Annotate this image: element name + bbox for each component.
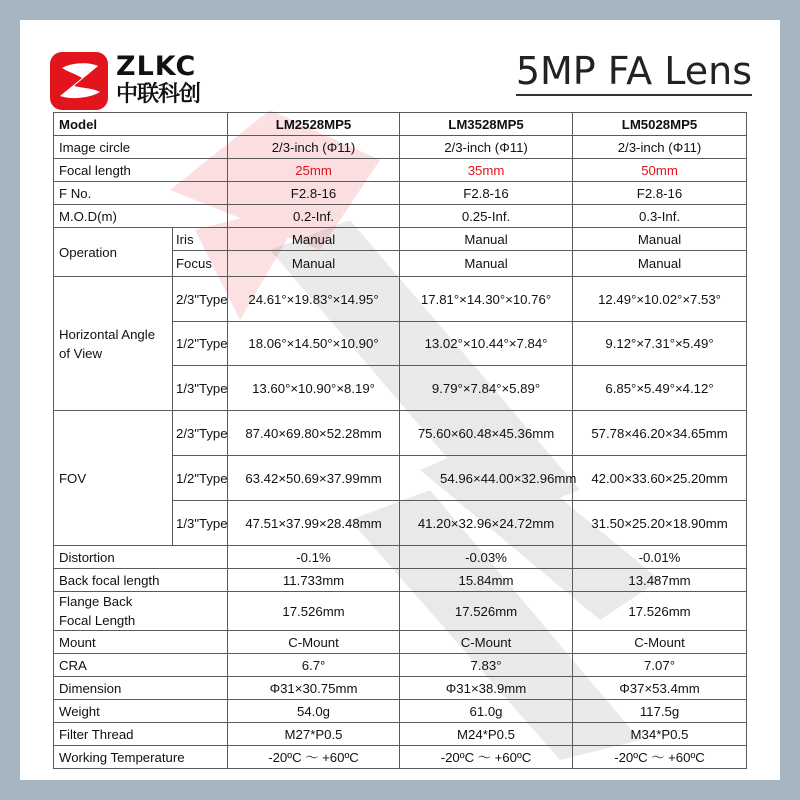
spec-table	[53, 112, 747, 769]
sub-label: 2/3"Type	[173, 277, 228, 322]
cell-value: Φ31×38.9mm	[400, 677, 573, 700]
cell-value: 35mm	[400, 159, 573, 182]
cell-value: C-Mount	[400, 631, 573, 654]
row-label: Working Temperature	[54, 746, 228, 769]
cell-value: C-Mount	[228, 631, 400, 654]
cell-value: 75.60×60.48×45.36mm	[400, 411, 573, 456]
cell-value: 13.60°×10.90°×8.19°	[228, 366, 400, 411]
row-label: Model	[54, 113, 228, 136]
cell-value: -20ºC ～ +60ºC	[228, 746, 400, 769]
cell-value: 6.85°×5.49°×4.12°	[573, 366, 747, 411]
row-label: Focal length	[54, 159, 228, 182]
page-title: 5MP FA Lens	[516, 48, 752, 96]
sub-label: 1/2"Type	[173, 322, 228, 366]
row-label: Dimension	[54, 677, 228, 700]
cell-value: 54.0g	[228, 700, 400, 723]
cell-value: 0.2-Inf.	[228, 205, 400, 228]
cell-value: Manual	[400, 228, 573, 251]
cell-value: 17.526mm	[573, 592, 747, 631]
cell-value: 2/3-inch (Φ11)	[573, 136, 747, 159]
table-row-aov-2-3	[54, 277, 747, 322]
cell-value: 2/3-inch (Φ11)	[400, 136, 573, 159]
cell-value: 31.50×25.20×18.90mm	[573, 501, 747, 546]
table-row-filter-thread	[54, 723, 747, 746]
cell-value: 6.7°	[228, 654, 400, 677]
brand-name-cn: 中联科创	[116, 82, 201, 107]
table-row-dimension	[54, 677, 747, 700]
cell-value: 50mm	[573, 159, 747, 182]
table-row-flange-back	[54, 592, 747, 631]
row-label: Filter Thread	[54, 723, 228, 746]
cell-value: M24*P0.5	[400, 723, 573, 746]
cell-value: 7.83°	[400, 654, 573, 677]
cell-value: 12.49°×10.02°×7.53°	[573, 277, 747, 322]
row-label: Operation	[54, 228, 173, 277]
cell-value: 117.5g	[573, 700, 747, 723]
row-label: Back focal length	[54, 569, 228, 592]
model-name: LM5028MP5	[573, 113, 747, 136]
cell-value: F2.8-16	[228, 182, 400, 205]
row-label: Horizontal Angle of View	[54, 277, 173, 411]
cell-value: Manual	[573, 251, 747, 277]
cell-value: Manual	[400, 251, 573, 277]
table-row-fov-2-3	[54, 411, 747, 456]
cell-value: 18.06°×14.50°×10.90°	[228, 322, 400, 366]
row-label: F No.	[54, 182, 228, 205]
table-row-operation-iris	[54, 228, 747, 251]
cell-value: Φ37×53.4mm	[573, 677, 747, 700]
cell-value: -0.01%	[573, 546, 747, 569]
sub-label: 1/3"Type	[173, 366, 228, 411]
cell-value: C-Mount	[573, 631, 747, 654]
brand-name-en: ZLKC	[116, 51, 197, 82]
sub-label: 1/2"Type	[173, 456, 228, 501]
table-row-distortion	[54, 546, 747, 569]
cell-value: 7.07°	[573, 654, 747, 677]
row-label: FOV	[54, 411, 173, 546]
table-row-working-temperature	[54, 746, 747, 769]
cell-value: 17.526mm	[400, 592, 573, 631]
cell-value: 87.40×69.80×52.28mm	[228, 411, 400, 456]
cell-value: 9.12°×7.31°×5.49°	[573, 322, 747, 366]
sub-label: 2/3"Type	[173, 411, 228, 456]
table-row-cra	[54, 654, 747, 677]
sub-label: Focus	[173, 251, 228, 277]
model-name: LM2528MP5	[228, 113, 400, 136]
sub-label: 1/3"Type	[173, 501, 228, 546]
cell-value: 9.79°×7.84°×5.89°	[400, 366, 573, 411]
cell-value: 17.81°×14.30°×10.76°	[400, 277, 573, 322]
table-row-model	[54, 113, 747, 136]
cell-value: 11.733mm	[228, 569, 400, 592]
cell-value: 2/3-inch (Φ11)	[228, 136, 400, 159]
cell-value: Manual	[573, 228, 747, 251]
table-row-weight	[54, 700, 747, 723]
cell-value: 25mm	[228, 159, 400, 182]
cell-value: 41.20×32.96×24.72mm	[400, 501, 573, 546]
row-label: Distortion	[54, 546, 228, 569]
row-label: Image circle	[54, 136, 228, 159]
table-row-back-focal-length	[54, 569, 747, 592]
cell-value: 42.00×33.60×25.20mm	[573, 456, 747, 501]
cell-value: 0.25-Inf.	[400, 205, 573, 228]
cell-value: 13.487mm	[573, 569, 747, 592]
row-label: Weight	[54, 700, 228, 723]
cell-value: Manual	[228, 251, 400, 277]
cell-value: 57.78×46.20×34.65mm	[573, 411, 747, 456]
cell-value: 24.61°×19.83°×14.95°	[228, 277, 400, 322]
cell-value: 54.96×44.00×32.96mm	[400, 456, 573, 501]
cell-value: -0.1%	[228, 546, 400, 569]
cell-value: Manual	[228, 228, 400, 251]
cell-value: -20ºC ～ +60ºC	[573, 746, 747, 769]
row-label: Mount	[54, 631, 228, 654]
cell-value: Φ31×30.75mm	[228, 677, 400, 700]
table-row-image-circle	[54, 136, 747, 159]
model-name: LM3528MP5	[400, 113, 573, 136]
cell-value: F2.8-16	[400, 182, 573, 205]
cell-value: 61.0g	[400, 700, 573, 723]
zlkc-logo-icon	[50, 52, 108, 110]
row-label: M.O.D(m)	[54, 205, 228, 228]
cell-value: 15.84mm	[400, 569, 573, 592]
spec-sheet-card	[20, 20, 780, 780]
table-row-mod	[54, 205, 747, 228]
brand-logo-text	[116, 53, 200, 109]
cell-value: M27*P0.5	[228, 723, 400, 746]
cell-value: 17.526mm	[228, 592, 400, 631]
cell-value: 47.51×37.99×28.48mm	[228, 501, 400, 546]
cell-value: 13.02°×10.44°×7.84°	[400, 322, 573, 366]
cell-value: 63.42×50.69×37.99mm	[228, 456, 400, 501]
table-row-mount	[54, 631, 747, 654]
cell-value: 0.3-Inf.	[573, 205, 747, 228]
cell-value: -20ºC ～ +60ºC	[400, 746, 573, 769]
table-row-focal-length	[54, 159, 747, 182]
cell-value: -0.03%	[400, 546, 573, 569]
row-label: Flange Back Focal Length	[54, 592, 228, 631]
row-label: CRA	[54, 654, 228, 677]
table-row-f-no	[54, 182, 747, 205]
cell-value: F2.8-16	[573, 182, 747, 205]
cell-value: M34*P0.5	[573, 723, 747, 746]
sub-label: Iris	[173, 228, 228, 251]
